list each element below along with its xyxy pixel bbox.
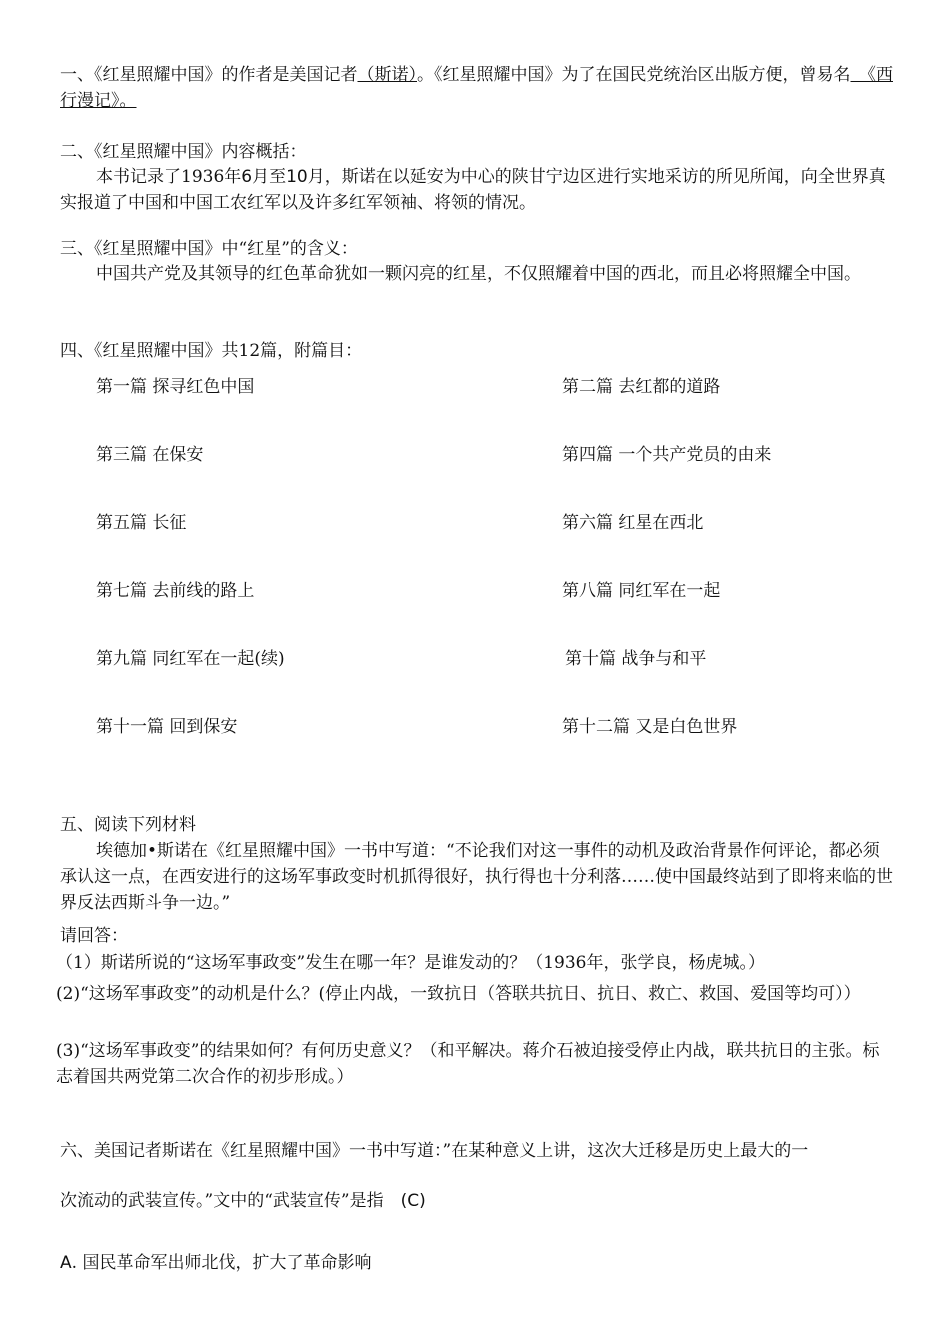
chapter-4: 第四篇 一个共产党员的由来 [562, 445, 772, 465]
section-2-body [60, 164, 896, 216]
section-1-author [60, 62, 896, 114]
s2-month-start: 6 [241, 167, 253, 187]
question-1: （1）斯诺所说的“这场军事政变”发生在哪一年？是谁发动的？（1936年，张学良，杨虎城。） [56, 953, 765, 973]
chapter-7: 第七篇 去前线的路上 [96, 581, 255, 601]
question-3: (3)“这场军事政变”的结果如何？有何历史意义？（和平解决。蒋介石被迫接受停止内战，联共抗日的主张。标志着国共两党第二次合作的初步形成。） [56, 1041, 880, 1087]
chapter-10: 第十篇 战争与和平 [565, 649, 707, 669]
s1-text-a: 一、《红星照耀中国》的作者是美国记者 [60, 65, 358, 85]
section-3-heading: 三、《红星照耀中国》中“红星”的含义： [60, 239, 358, 259]
section-4-heading: 四、《红星照耀中国》共12篇，附篇目： [60, 341, 363, 361]
section-6-line-1: 六、美国记者斯诺在《红星照耀中国》一书中写道：”在某种意义上讲，这次大迁移是历史上最大的一 [60, 1141, 809, 1161]
section-5-heading: 五、阅读下列材料 [60, 815, 196, 835]
s1-text-b: 。《红星照耀中国》为了在国民党统治区出版方便，曾易名 [417, 65, 851, 85]
chapter-3: 第三篇 在保安 [96, 445, 204, 465]
section-6-line-2 [60, 1188, 896, 1214]
chapter-9: 第九篇 同红军在一起(续) [96, 649, 285, 669]
chapter-6: 第六篇 红星在西北 [562, 513, 704, 533]
section-2-heading: 二、《红星照耀中国》内容概括： [60, 142, 307, 162]
option-a [60, 1250, 896, 1276]
section-5-quote: 埃德加•斯诺在《红星照耀中国》一书中写道：“不论我们对这一事件的动机及政治背景作何评论，都必须承认这一点，在西安进行的这场军事政变时机抓得很好，执行得也十分利落……使中国最终站到了即将来临的世界反法西斯斗争一边。” [60, 841, 893, 913]
option-a-text: . 国民革命军出师北伐，扩大了革命影响 [71, 1253, 372, 1273]
s2-text-b: 月至 [252, 167, 287, 187]
chapter-1: 第一篇 探寻红色中国 [96, 377, 255, 397]
chapter-12: 第十二篇 又是白色世界 [562, 717, 738, 737]
chapter-2: 第二篇 去红都的道路 [562, 377, 721, 397]
chapter-8: 第八篇 同红军在一起 [562, 581, 721, 601]
section-3-body: 中国共产党及其领导的红色革命犹如一颗闪亮的红星，不仅照耀着中国的西北，而且必将照耀全中国。 [96, 264, 861, 284]
answer-alt-title: 《西行漫记》。 [60, 65, 893, 111]
option-a-label: A [60, 1253, 72, 1273]
s2-text-a: 本书记录了1936年 [96, 167, 242, 187]
chapter-11: 第十一篇 回到保安 [96, 717, 238, 737]
s6-answer: (C) [400, 1191, 426, 1211]
s6-question-text: 次流动的武装宣传。”文中的“武装宣传”是指 [60, 1191, 401, 1211]
s2-month-end: 10 [286, 167, 308, 187]
s2-text-c: 月，斯诺在以延安为中心的陕甘宁边区进行实地采访的所见所闻，向全世界真实报道了中国和中国工农红军以及许多红军领袖、将领的情况。 [60, 167, 886, 213]
chapter-5: 第五篇 长征 [96, 513, 187, 533]
section-5-prompt: 请回答： [60, 926, 128, 946]
answer-author: （斯诺） [357, 65, 417, 85]
question-2: (2)“这场军事政变”的动机是什么？(停止内战，一致抗日（答联共抗日、抗日、救亡、救国、爱国等均可）） [56, 984, 861, 1004]
